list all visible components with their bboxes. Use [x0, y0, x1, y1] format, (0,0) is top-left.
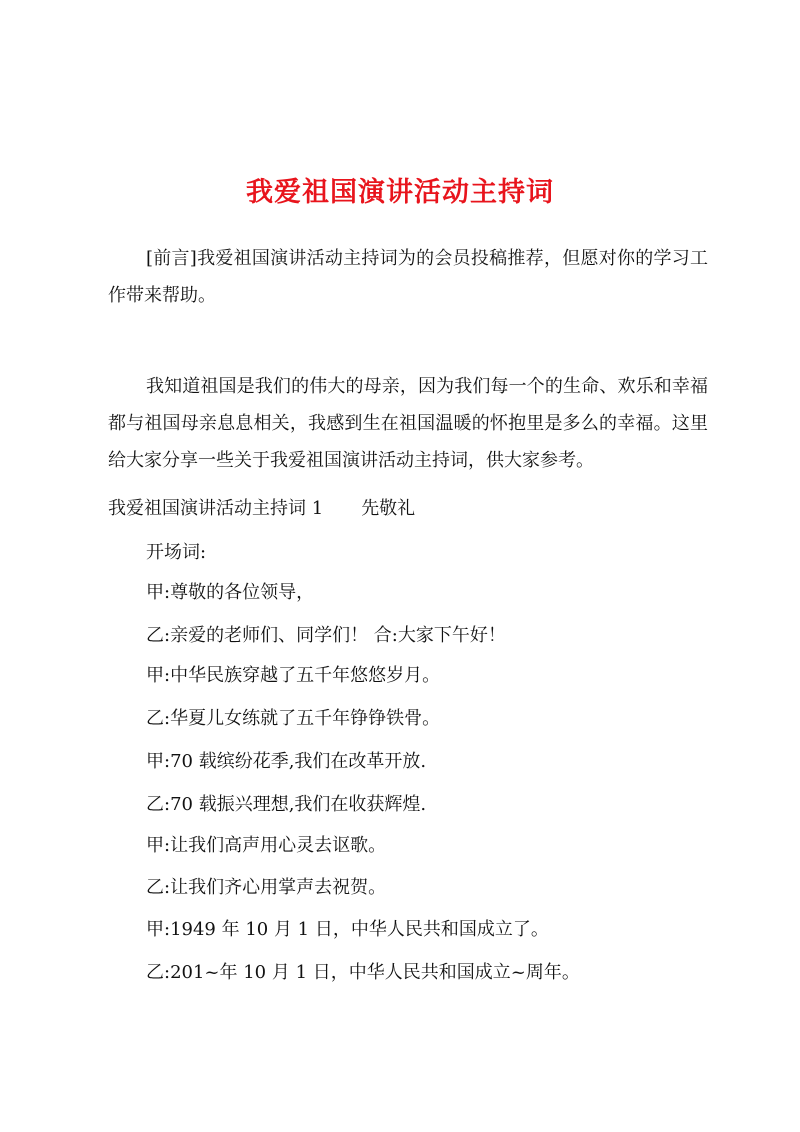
dialogue-line-10: 乙:201~年 10 月 1 日，中华人民共和国成立~周年。 — [146, 962, 580, 983]
document-title: 我爱祖国演讲活动主持词 — [246, 177, 554, 208]
section-heading — [108, 496, 415, 522]
dialogue-line-6: 乙:70 载振兴理想,我们在收获辉煌. — [146, 794, 427, 815]
intro-paragraph: 我知道祖国是我们的伟大的母亲，因为我们每一个的生命、欢乐和幸福都与祖国母亲息息相关，我感到生在祖国温暖的怀抱里是多么的幸福。这里给大家分享一些关于我爱祖国演讲活动主持词，供大家参考。 — [108, 376, 708, 471]
dialogue-line-5: 甲:70 载缤纷花季,我们在改革开放. — [146, 751, 427, 772]
dialogue-line-8: 乙:让我们齐心用掌声去祝贺。 — [146, 877, 387, 898]
dialogue-line-4: 乙:华夏儿女练就了五千年铮铮铁骨。 — [146, 708, 441, 729]
dialogue-line-3: 甲:中华民族穿越了五千年悠悠岁月。 — [146, 665, 441, 686]
preface-paragraph: [前言]我爱祖国演讲活动主持词为的会员投稿推荐，但愿对你的学习工作带来帮助。 — [108, 248, 708, 306]
dialogue-line-1: 甲:尊敬的各位领导， — [146, 582, 315, 603]
opening-label: 开场词: — [146, 542, 207, 563]
dialogue-line-9: 甲:1949 年 10 月 1 日，中华人民共和国成立了。 — [146, 919, 549, 940]
dialogue-line-2: 乙:亲爱的老师们、同学们！ 合:大家下午好！ — [146, 625, 506, 646]
dialogue-line-7: 甲:让我们高声用心灵去讴歌。 — [146, 835, 387, 856]
section-heading-text: 我爱祖国演讲活动主持词 1 — [108, 498, 324, 519]
salute-text: 先敬礼 — [361, 498, 416, 519]
